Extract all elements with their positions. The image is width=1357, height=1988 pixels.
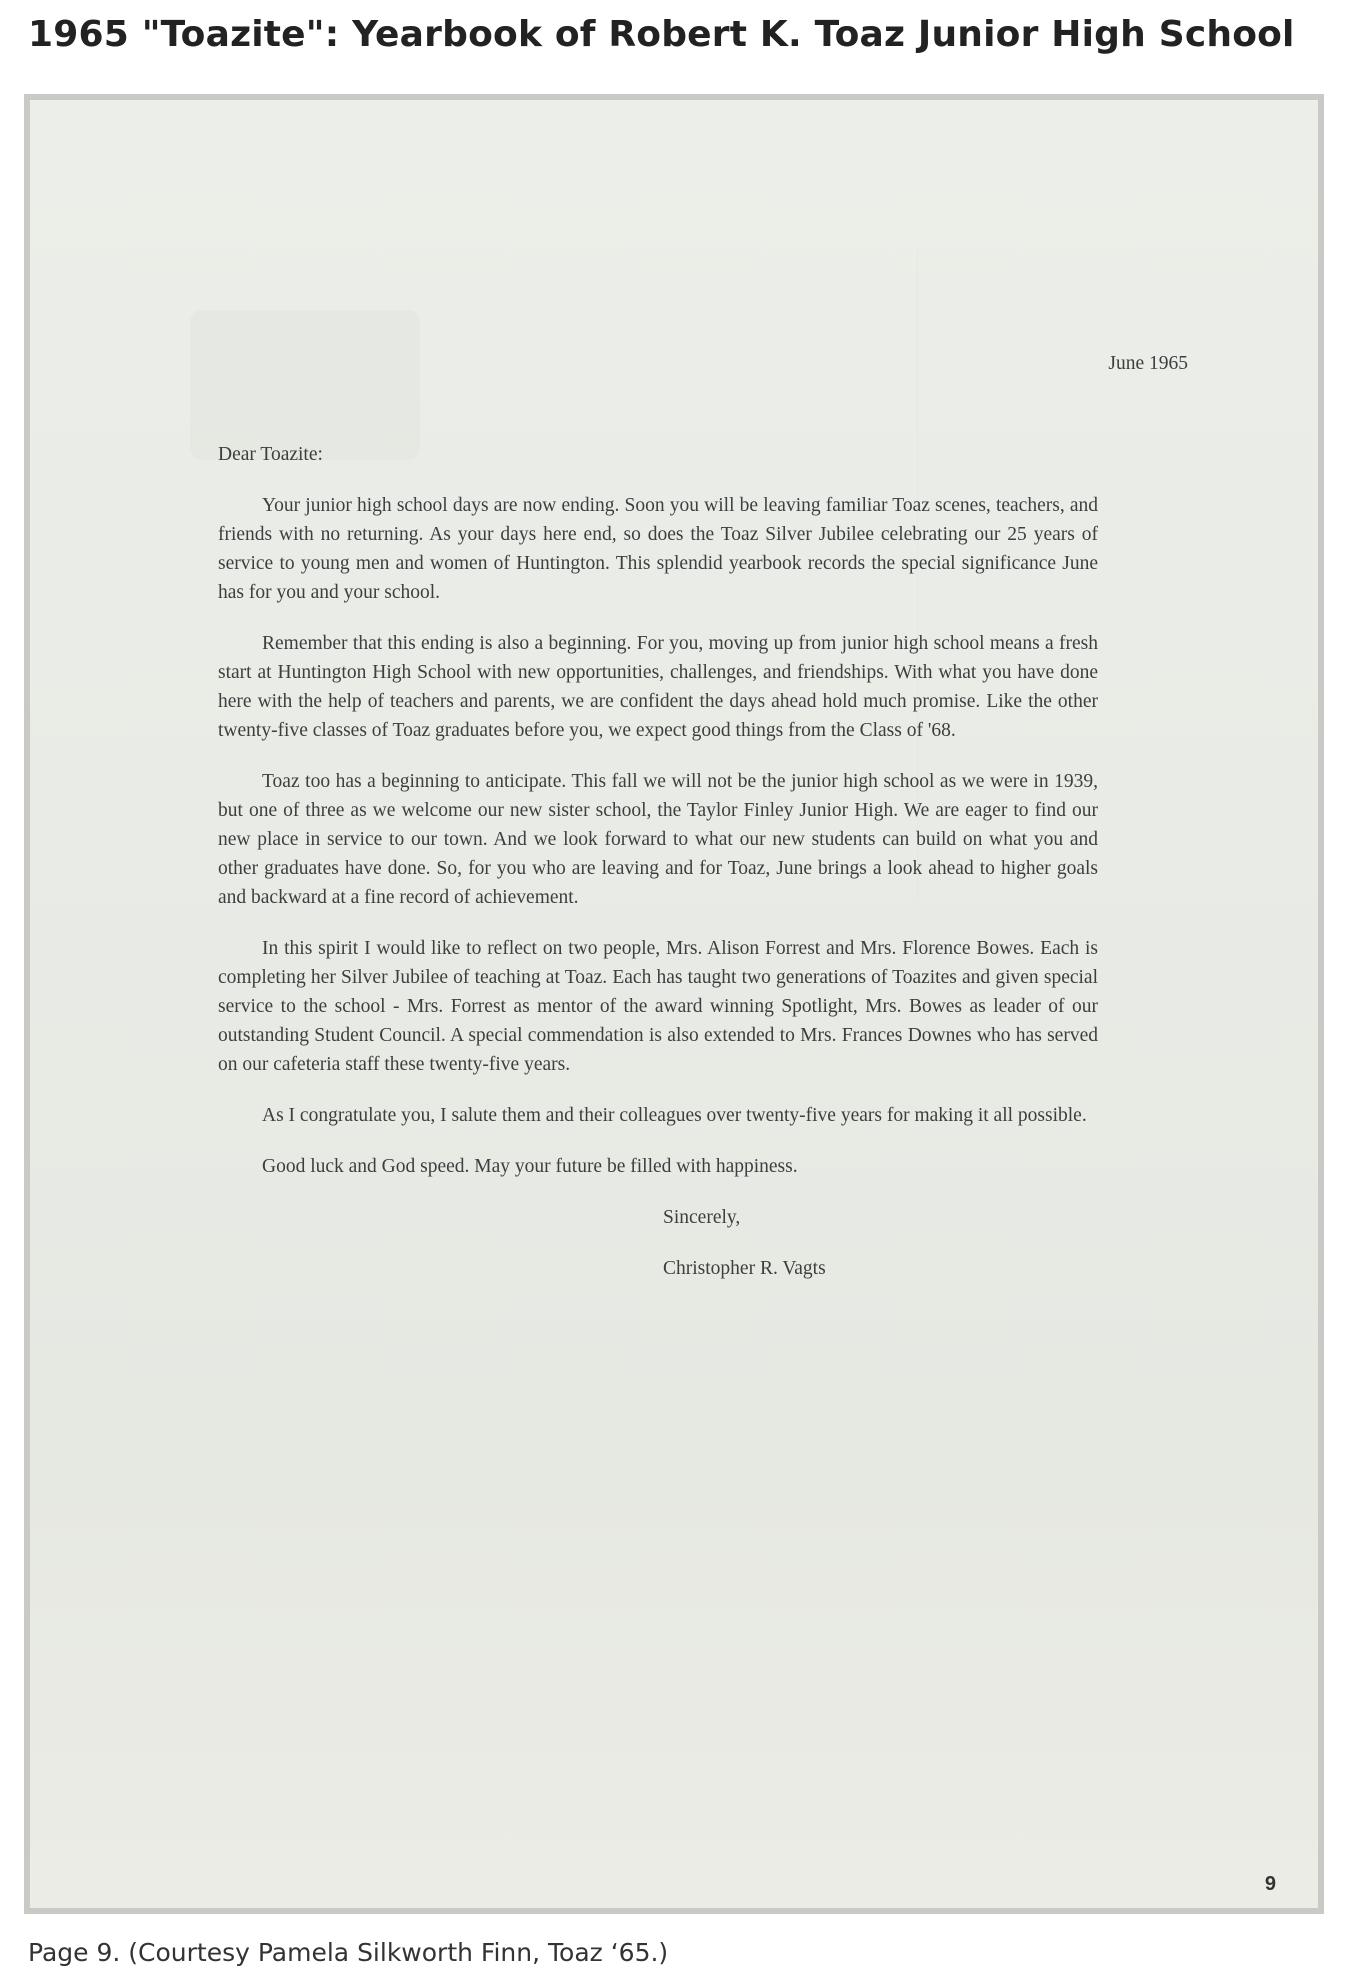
page-number: 9	[1264, 1873, 1276, 1895]
page-title: 1965 "Toazite": Yearbook of Robert K. Toaz Junior High School	[28, 14, 1295, 55]
letter-date: June 1965	[1108, 353, 1188, 374]
principal-letter	[218, 350, 1188, 1283]
letter-paragraph: Toaz too has a beginning to anticipate. This fall we will not be the junior high school as we were in 1939, but one of three as we welcome our new sister school, the Taylor Finley Junior High. We are eager to find our new place in service to our town. And we look forward to what our new students can build on what you and other graduates have done. So, for you who are leaving and for Toaz, June brings a look ahead to higher goals and backward at a fine record of achievement.	[218, 771, 1098, 908]
scanned-page-image	[24, 94, 1324, 1914]
yearbook-page	[30, 100, 1318, 1908]
letter-signature: Christopher R. Vagts	[663, 1258, 826, 1279]
image-caption: Page 9. (Courtesy Pamela Silkworth Finn, Toaz ‘65.)	[28, 1938, 669, 1967]
letter-paragraph: In this spirit I would like to reflect on two people, Mrs. Alison Forrest and Mrs. Florence Bowes. Each is completing her Silver Jubilee of teaching at Toaz. Each has taught two generations of Toazites and given special service to the school - Mrs. Forrest as mentor of the award winning Spotlight, Mrs. Bowes as leader of our outstanding Student Council. A special commendation is also extended to Mrs. Frances Downes who has served on our cafeteria staff these twenty-five years.	[218, 938, 1098, 1075]
letter-paragraph: Remember that this ending is also a beginning. For you, moving up from junior high school means a fresh start at Huntington High School with new opportunities, challenges, and friendships. With what you have done here with the help of teachers and parents, we are confident the days ahead hold much promise. Like the other twenty-five classes of Toaz graduates before you, we expect good things from the Class of '68.	[218, 633, 1098, 741]
letter-salutation: Dear Toazite:	[218, 444, 323, 465]
letter-paragraph: Your junior high school days are now ending. Soon you will be leaving familiar Toaz scenes, teachers, and friends with no returning. As your days here end, so does the Toaz Silver Jubilee celebrating our 25 years of service to young men and women of Huntington. This splendid yearbook records the special significance June has for you and your school.	[218, 495, 1098, 603]
letter-paragraph: Good luck and God speed. May your future be filled with happiness.	[262, 1156, 798, 1177]
letter-paragraph: As I congratulate you, I salute them and their colleagues over twenty-five years for making it all possible.	[262, 1105, 1087, 1126]
letter-closing: Sincerely,	[663, 1207, 741, 1228]
